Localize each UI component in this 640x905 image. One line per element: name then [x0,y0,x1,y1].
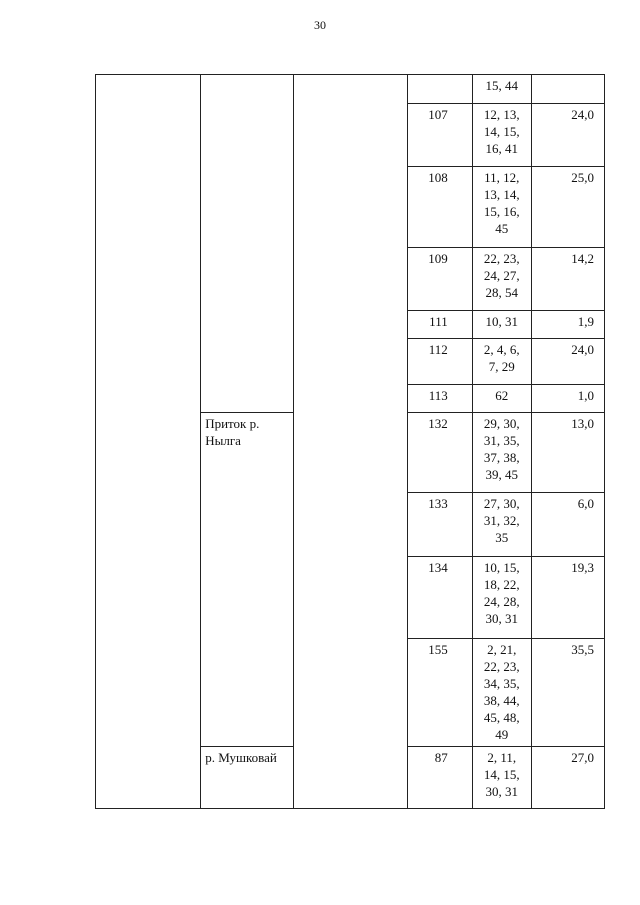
quarter-number-cell: 113 [407,385,472,413]
quarter-number-cell: 134 [407,557,472,639]
sections-list-cell: 62 [472,385,531,413]
quarter-number-cell: 155 [407,639,472,747]
sections-list-cell: 10, 15, 18, 22, 24, 28, 30, 31 [472,557,531,639]
quarter-number-cell: 108 [407,167,472,248]
area-value-cell [531,75,604,104]
sections-list-cell: 2, 21, 22, 23, 34, 35, 38, 44, 45, 48, 49 [472,639,531,747]
sections-list-cell: 15, 44 [472,75,531,104]
quarter-number-cell: 87 [407,747,472,809]
sections-list-cell: 2, 11, 14, 15, 30, 31 [472,747,531,809]
quarter-number-cell: 107 [407,104,472,167]
forest-sections-table [95,74,605,809]
sections-list-cell: 11, 12, 13, 14, 15, 16, 45 [472,167,531,248]
quarter-number-cell: 132 [407,413,472,493]
sections-list-cell: 2, 4, 6, 7, 29 [472,339,531,385]
quarter-number-cell [407,75,472,104]
sections-list-cell: 27, 30, 31, 32, 35 [472,493,531,557]
sections-list-cell: 10, 31 [472,311,531,339]
district-cell [96,75,201,809]
area-value-cell: 27,0 [531,747,604,809]
sections-list-cell: 29, 30, 31, 35, 37, 38, 39, 45 [472,413,531,493]
tributary-name-cell: р. Мушковай [201,747,294,809]
area-value-cell: 14,2 [531,248,604,311]
forestry-cell [294,75,407,809]
quarter-number-cell: 133 [407,493,472,557]
sections-list-cell: 22, 23, 24, 27, 28, 54 [472,248,531,311]
area-value-cell: 19,3 [531,557,604,639]
tributary-name-cell [201,75,294,413]
quarter-number-cell: 111 [407,311,472,339]
area-value-cell: 13,0 [531,413,604,493]
quarter-number-cell: 112 [407,339,472,385]
page-number: 30 [314,18,326,32]
area-value-cell: 1,0 [531,385,604,413]
area-value-cell: 6,0 [531,493,604,557]
table-row [96,75,605,104]
sections-list-cell: 12, 13, 14, 15, 16, 41 [472,104,531,167]
area-value-cell: 35,5 [531,639,604,747]
area-value-cell: 24,0 [531,104,604,167]
area-value-cell: 25,0 [531,167,604,248]
area-value-cell: 24,0 [531,339,604,385]
area-value-cell: 1,9 [531,311,604,339]
table-body [96,75,605,809]
tributary-name-cell: Приток р. Нылга [201,413,294,747]
quarter-number-cell: 109 [407,248,472,311]
